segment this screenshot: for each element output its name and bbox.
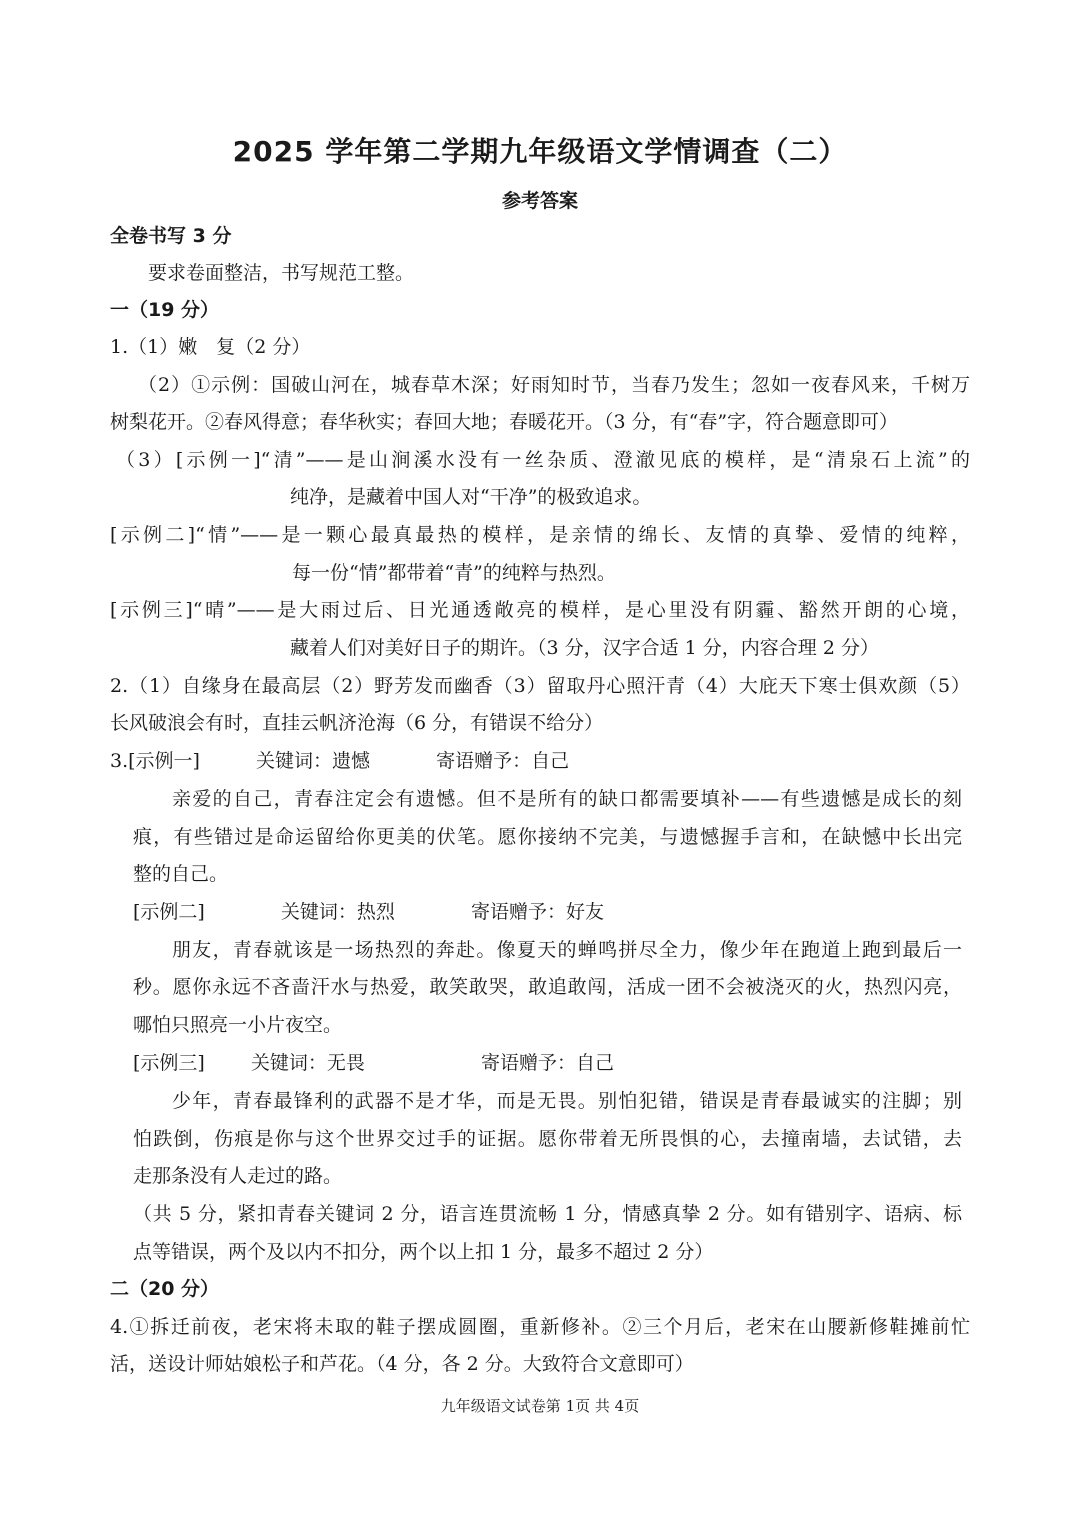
q1-part3-example2-line1: [示例二]“情”——是一颗心最真最热的模样，是亲情的绵长、友情的真挚、爱情的纯粹， [110,524,970,546]
q2-line2: 长风破浪会有时，直挂云帆济沧海（6 分，有错误不给分） [110,712,604,734]
q3-example3-body-line2: 怕跌倒，伤痕是你与这个世界交过手的证据。愿你带着无所畏惧的心，去撞南墙，去试错，去 [133,1128,962,1150]
q3-example1-body-line3: 整的自己。 [133,863,229,885]
q3-example2-recipient: 寄语赠予：好友 [470,901,604,923]
q3-example3-keyword: 关键词：无畏 [250,1052,365,1074]
q3-example1-label: 3.[示例一] [110,750,200,772]
q3-example2-keyword: 关键词：热烈 [280,901,395,923]
writing-heading: 全卷书写 3 分 [110,225,232,247]
q3-example2-body-line2: 秒。愿你永远不吝啬汗水与热爱，敢笑敢哭，敢追敢闯，活成一团不会被浇灭的火，热烈闪亮， [133,976,962,998]
writing-requirement: 要求卷面整洁，书写规范工整。 [148,262,415,284]
q1-part3-example1-line2: 纯净，是藏着中国人对“干净”的极致追求。 [290,486,652,508]
q1-part2-line2: 树梨花开。②春风得意；春华秋实；春回大地；春暖花开。（3 分，有“春”字，符合题意即可） [110,411,899,433]
q1-part3-example3-line2: 藏着人们对美好日子的期许。（3 分，汉字合适 1 分，内容合理 2 分） [290,637,879,659]
q3-example2-body-line3: 哪怕只照亮一小片夜空。 [133,1014,343,1036]
q3-example1-body-line2: 痕，有些错过是命运留给你更美的伏笔。愿你接纳不完美，与遗憾握手言和，在缺憾中长出完 [133,826,962,848]
q3-example3-recipient: 寄语赠予：自己 [480,1052,614,1074]
q3-example3-header [133,1049,993,1077]
page-subtitle: 参考答案 [501,190,578,212]
section-one-heading: 一（19 分） [110,299,220,321]
q3-example2-body-line1: 朋友，青春就该是一场热烈的奔赴。像夏天的蝉鸣拼尽全力，像少年在跑道上跑到最后一 [172,939,962,961]
q3-example3-body-line1: 少年，青春最锋利的武器不是才华，而是无畏。别怕犯错，错误是青春最诚实的注脚；别 [172,1090,962,1112]
page-title: 2025 学年第二学期九年级语文学情调查（二） [232,135,848,168]
q3-example2-header [133,898,993,926]
q3-scoring-line2: 点等错误，两个及以内不扣分，两个以上扣 1 分，最多不超过 2 分） [133,1241,714,1263]
q3-example2-label: [示例二] [133,901,205,923]
q4-line1: 4.①拆迁前夜，老宋将未取的鞋子摆成圆圈，重新修补。②三个月后，老宋在山腰新修鞋摊前忙 [110,1316,970,1338]
q3-example1-body-line1: 亲爱的自己，青春注定会有遗憾。但不是所有的缺口都需要填补——有些遗憾是成长的刻 [172,788,962,810]
section-two-heading: 二（20 分） [110,1278,220,1300]
q3-example1-header [110,747,970,775]
q1-part3-example2-line2: 每一份“情”都带着“青”的纯粹与热烈。 [292,562,616,584]
q3-example3-body-line3: 走那条没有人走过的路。 [133,1165,343,1187]
q2-line1: 2.（1）自缘身在最高层（2）野芳发而幽香（3）留取丹心照汗青（4）大庇天下寒士俱欢颜（5） [110,675,970,697]
q3-example1-recipient: 寄语赠予：自己 [436,750,570,772]
q1-part3-example1-line1: （3）[示例一]“清”——是山涧溪水没有一丝杂质、澄澈见底的模样，是“清泉石上流”的 [116,449,970,471]
q1-part3-example3-line1: [示例三]“晴”——是大雨过后、日光通透敞亮的模样，是心里没有阴霾、豁然开朗的心境， [110,599,970,621]
q3-scoring-line1: （共 5 分，紧扣青春关键词 2 分，语言连贯流畅 1 分，情感真挚 2 分。如有错别字、语病、标 [133,1203,962,1225]
q4-line2: 活，送设计师姑娘松子和芦花。（4 分，各 2 分。大致符合文意即可） [110,1353,694,1375]
q3-example3-label: [示例三] [133,1052,205,1074]
q3-example1-keyword: 关键词：遗憾 [256,750,371,772]
page-footer: 九年级语文试卷第 1页 共 4页 [440,1397,640,1415]
q1-part1: 1.（1）嫩 复（2 分） [110,336,311,358]
q1-part2-line1: （2）①示例：国破山河在，城春草木深；好雨知时节，当春乃发生；忽如一夜春风来，千树万 [138,374,970,396]
